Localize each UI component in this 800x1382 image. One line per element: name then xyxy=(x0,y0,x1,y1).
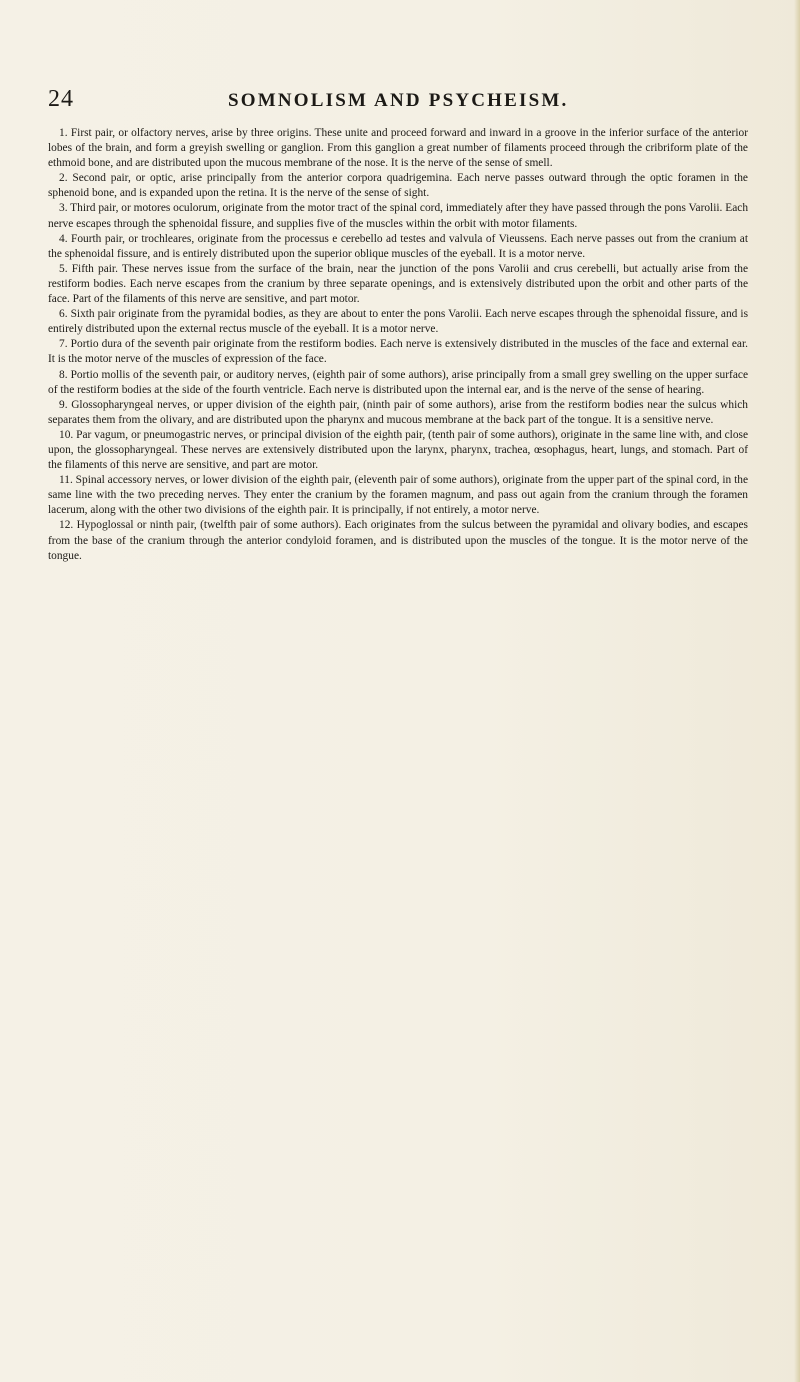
paragraph-3: 3. Third pair, or motores oculorum, originate from the motor tract of the spinal cord, immediately after they have passed through the pons Varolii. Each nerve escapes through the sphenoidal fissure, and supplies five of the muscles within the orbit with motor filaments. xyxy=(48,202,749,230)
page-header xyxy=(48,86,748,116)
paragraph-12: 12. Hypoglossal or ninth pair, (twelfth pair of some authors). Each originates from the sulcus between the pyramidal and olivary bodies, and escapes from the base of the cranium through the anterior condyloid foramen, and is distributed upon the muscles of the tongue. It is the motor nerve of the tongue. xyxy=(48,519,748,562)
paragraph-11: 11. Spinal accessory nerves, or lower division of the eighth pair, (eleventh pair of some authors), originate from the upper part of the spinal cord, in the same line with the two preceding nerves. They enter the cranium by the foramen magnum, and pass out again from the cranium through the foramen lacerum, along with the other two divisions of the eighth pair. It is principally, if not entirely, a motor nerve. xyxy=(48,474,748,517)
paragraph-9: 9. Glossopharyngeal nerves, or upper division of the eighth pair, (ninth pair of some authors), arise from the restiform bodies near the sulcus which separates them from the olivary, and are distributed upon the pharynx and mucous membrane at the back part of the tongue. It is a sensitive nerve. xyxy=(48,398,748,426)
paragraph-10: 10. Par vagum, or pneumogastric nerves, or principal division of the eighth pair, (tenth pair of some authors), originate in the same line with, and close upon, the glossopharyngeal. These nerves are extensively distributed upon the larynx, pharynx, trachea, œsophagus, heart, lungs, and stomach. Part of the filaments of this nerve are sensitive, and part are motor. xyxy=(48,428,748,472)
body-text xyxy=(48,126,748,564)
paragraph-7: 7. Portio dura of the seventh pair originate from the restiform bodies. Each nerve is extensively distributed in the muscles of the face and external ear. It is the motor nerve of the muscles of expression of the face. xyxy=(48,338,748,366)
running-head: SOMNOLISM AND PSYCHEISM. xyxy=(228,90,569,111)
paragraph-6: 6. Sixth pair originate from the pyramidal bodies, as they are about to enter the pons Varolii. Each nerve escapes through the sphenoidal fissure, and is entirely distributed upon the external rectus muscle of the eyeball. It is a motor nerve. xyxy=(48,308,748,336)
page-number: 24 xyxy=(48,86,74,112)
paragraph-1: 1. First pair, or olfactory nerves, arise by three origins. These unite and proceed forward and inward in a groove in the inferior surface of the anterior lobes of the brain, and form a greyish swelling or ganglion. From this ganglion a great number of filaments proceed through the cribriform plate of the ethmoid bone, and are distributed upon the mucous membrane of the nose. It is the nerve of the sense of smell. xyxy=(48,127,748,170)
paragraph-2: 2. Second pair, or optic, arise principally from the anterior corpora quadrigemina. Each nerve passes outward through the optic foramen in the sphenoid bone, and is expanded upon the retina. It is the nerve of the sense of sight. xyxy=(48,172,748,200)
paragraph-4: 4. Fourth pair, or trochleares, originate from the processus e cerebello ad testes and valvula of Vieussens. Each nerve passes out from the cranium at the sphenoidal fissure, and is entirely distributed upon the superior oblique muscles of the eyeball. It is a motor nerve. xyxy=(48,232,748,260)
paragraph-5: 5. Fifth pair. These nerves issue from the surface of the brain, near the junction of the pons Varolii and crus cerebelli, but actually arise from the restiform bodies. Each nerve escapes from the cranium by three separate openings, and is extensively distributed upon the orbit and other parts of the face. Part of the filaments of this nerve are sensitive, and part motor. xyxy=(48,262,748,306)
paragraph-8: 8. Portio mollis of the seventh pair, or auditory nerves, (eighth pair of some authors), arise principally from a small grey swelling on the upper surface of the restiform bodies at the side of the fourth ventricle. Each nerve is distributed upon the internal ear, and is the nerve of the sense of hearing. xyxy=(48,368,748,396)
page-edge xyxy=(794,0,800,1382)
